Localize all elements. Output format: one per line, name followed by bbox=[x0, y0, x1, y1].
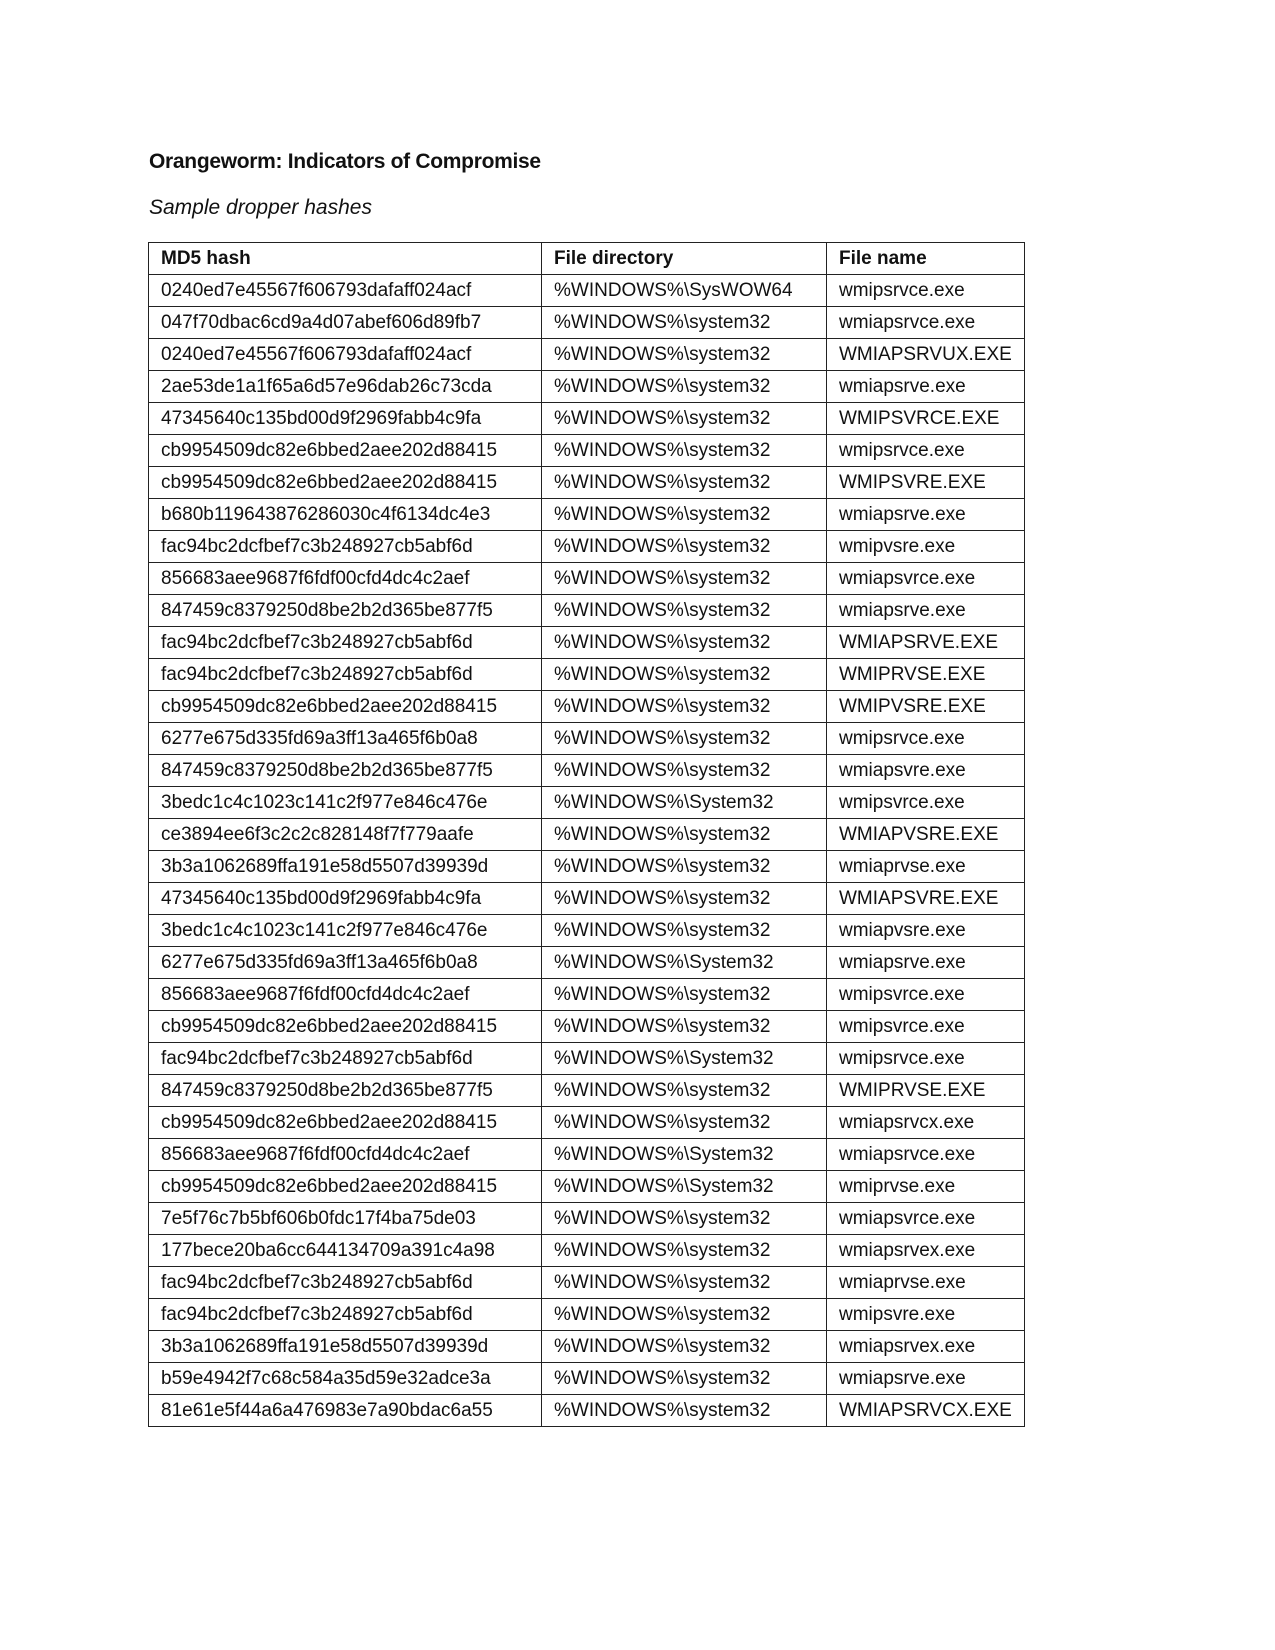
file-name-cell: wmiapsrve.exe bbox=[827, 1363, 1025, 1395]
table-row bbox=[149, 1011, 1025, 1043]
file-name-cell: wmipvsre.exe bbox=[827, 531, 1025, 563]
file-directory-cell: %WINDOWS%\system32 bbox=[542, 755, 827, 787]
md5-hash-cell: 847459c8379250d8be2b2d365be877f5 bbox=[149, 1075, 542, 1107]
table-row bbox=[149, 1043, 1025, 1075]
file-directory-cell: %WINDOWS%\system32 bbox=[542, 531, 827, 563]
table-row bbox=[149, 755, 1025, 787]
table-row bbox=[149, 883, 1025, 915]
file-name-cell: wmiapsvrce.exe bbox=[827, 563, 1025, 595]
file-name-cell: wmiapsrvce.exe bbox=[827, 307, 1025, 339]
md5-hash-cell: 3bedc1c4c1023c141c2f977e846c476e bbox=[149, 915, 542, 947]
table-row bbox=[149, 275, 1025, 307]
md5-hash-cell: fac94bc2dcfbef7c3b248927cb5abf6d bbox=[149, 1043, 542, 1075]
file-name-cell: wmipsvrce.exe bbox=[827, 1011, 1025, 1043]
table-row bbox=[149, 307, 1025, 339]
md5-hash-cell: cb9954509dc82e6bbed2aee202d88415 bbox=[149, 467, 542, 499]
file-name-cell: wmiapsrve.exe bbox=[827, 947, 1025, 979]
table-row bbox=[149, 403, 1025, 435]
file-name-cell: WMIPVSRE.EXE bbox=[827, 691, 1025, 723]
file-directory-cell: %WINDOWS%\system32 bbox=[542, 979, 827, 1011]
file-directory-cell: %WINDOWS%\SysWOW64 bbox=[542, 275, 827, 307]
table-row bbox=[149, 1395, 1025, 1427]
file-directory-cell: %WINDOWS%\system32 bbox=[542, 467, 827, 499]
file-directory-cell: %WINDOWS%\system32 bbox=[542, 403, 827, 435]
file-directory-cell: %WINDOWS%\System32 bbox=[542, 947, 827, 979]
file-directory-cell: %WINDOWS%\system32 bbox=[542, 851, 827, 883]
file-directory-cell: %WINDOWS%\system32 bbox=[542, 915, 827, 947]
file-name-cell: wmiapsvre.exe bbox=[827, 755, 1025, 787]
table-row bbox=[149, 371, 1025, 403]
md5-hash-cell: cb9954509dc82e6bbed2aee202d88415 bbox=[149, 1107, 542, 1139]
file-directory-cell: %WINDOWS%\System32 bbox=[542, 1171, 827, 1203]
file-name-cell: wmiprvse.exe bbox=[827, 1171, 1025, 1203]
file-directory-cell: %WINDOWS%\system32 bbox=[542, 723, 827, 755]
file-name-cell: wmiapsrvcx.exe bbox=[827, 1107, 1025, 1139]
md5-hash-cell: ce3894ee6f3c2c2c828148f7f779aafe bbox=[149, 819, 542, 851]
file-directory-cell: %WINDOWS%\system32 bbox=[542, 1363, 827, 1395]
file-name-cell: wmipsvre.exe bbox=[827, 1299, 1025, 1331]
file-name-cell: wmipsvrce.exe bbox=[827, 787, 1025, 819]
md5-hash-cell: 47345640c135bd00d9f2969fabb4c9fa bbox=[149, 403, 542, 435]
table-row bbox=[149, 1075, 1025, 1107]
file-directory-cell: %WINDOWS%\System32 bbox=[542, 1043, 827, 1075]
file-name-cell: WMIPRVSE.EXE bbox=[827, 1075, 1025, 1107]
file-name-cell: wmiaprvse.exe bbox=[827, 1267, 1025, 1299]
table-row bbox=[149, 1363, 1025, 1395]
md5-hash-cell: fac94bc2dcfbef7c3b248927cb5abf6d bbox=[149, 1267, 542, 1299]
file-directory-cell: %WINDOWS%\System32 bbox=[542, 787, 827, 819]
md5-hash-cell: 856683aee9687f6fdf00cfd4dc4c2aef bbox=[149, 979, 542, 1011]
file-directory-cell: %WINDOWS%\system32 bbox=[542, 563, 827, 595]
file-directory-cell: %WINDOWS%\system32 bbox=[542, 595, 827, 627]
table-row bbox=[149, 1267, 1025, 1299]
file-directory-cell: %WINDOWS%\system32 bbox=[542, 435, 827, 467]
file-directory-cell: %WINDOWS%\system32 bbox=[542, 819, 827, 851]
table-row bbox=[149, 1107, 1025, 1139]
table-header-row bbox=[149, 243, 1025, 275]
file-name-cell: wmiapsrve.exe bbox=[827, 499, 1025, 531]
md5-hash-cell: b680b119643876286030c4f6134dc4e3 bbox=[149, 499, 542, 531]
file-name-cell: WMIAPSRVCX.EXE bbox=[827, 1395, 1025, 1427]
document-subtitle: Sample dropper hashes bbox=[149, 196, 372, 219]
file-name-cell: wmipsrvce.exe bbox=[827, 1043, 1025, 1075]
table-row bbox=[149, 595, 1025, 627]
file-directory-cell: %WINDOWS%\system32 bbox=[542, 371, 827, 403]
md5-hash-cell: fac94bc2dcfbef7c3b248927cb5abf6d bbox=[149, 531, 542, 563]
md5-hash-cell: 047f70dbac6cd9a4d07abef606d89fb7 bbox=[149, 307, 542, 339]
file-name-cell: WMIAPVSRE.EXE bbox=[827, 819, 1025, 851]
table-row bbox=[149, 947, 1025, 979]
table-row bbox=[149, 339, 1025, 371]
file-directory-cell: %WINDOWS%\system32 bbox=[542, 1267, 827, 1299]
file-name-cell: wmiapsrvce.exe bbox=[827, 1139, 1025, 1171]
file-name-cell: wmiaprvse.exe bbox=[827, 851, 1025, 883]
table-row bbox=[149, 723, 1025, 755]
md5-hash-cell: fac94bc2dcfbef7c3b248927cb5abf6d bbox=[149, 659, 542, 691]
file-name-cell: WMIAPSRVE.EXE bbox=[827, 627, 1025, 659]
file-directory-cell: %WINDOWS%\system32 bbox=[542, 1331, 827, 1363]
column-header-file-name: File name bbox=[827, 243, 1025, 275]
md5-hash-cell: 856683aee9687f6fdf00cfd4dc4c2aef bbox=[149, 1139, 542, 1171]
file-name-cell: WMIPSVRE.EXE bbox=[827, 467, 1025, 499]
file-directory-cell: %WINDOWS%\system32 bbox=[542, 659, 827, 691]
table-row bbox=[149, 659, 1025, 691]
md5-hash-cell: 177bece20ba6cc644134709a391c4a98 bbox=[149, 1235, 542, 1267]
file-name-cell: wmipsvrce.exe bbox=[827, 979, 1025, 1011]
md5-hash-cell: 81e61e5f44a6a476983e7a90bdac6a55 bbox=[149, 1395, 542, 1427]
md5-hash-cell: cb9954509dc82e6bbed2aee202d88415 bbox=[149, 1171, 542, 1203]
table-body bbox=[149, 275, 1025, 1427]
md5-hash-cell: 0240ed7e45567f606793dafaff024acf bbox=[149, 339, 542, 371]
table-row bbox=[149, 915, 1025, 947]
file-directory-cell: %WINDOWS%\system32 bbox=[542, 1203, 827, 1235]
file-name-cell: WMIAPSVRE.EXE bbox=[827, 883, 1025, 915]
md5-hash-cell: cb9954509dc82e6bbed2aee202d88415 bbox=[149, 1011, 542, 1043]
md5-hash-cell: 2ae53de1a1f65a6d57e96dab26c73cda bbox=[149, 371, 542, 403]
md5-hash-cell: 47345640c135bd00d9f2969fabb4c9fa bbox=[149, 883, 542, 915]
file-directory-cell: %WINDOWS%\system32 bbox=[542, 339, 827, 371]
md5-hash-cell: 3b3a1062689ffa191e58d5507d39939d bbox=[149, 851, 542, 883]
file-directory-cell: %WINDOWS%\system32 bbox=[542, 1299, 827, 1331]
table-row bbox=[149, 1235, 1025, 1267]
table-row bbox=[149, 1331, 1025, 1363]
file-name-cell: wmiapsvrce.exe bbox=[827, 1203, 1025, 1235]
md5-hash-cell: fac94bc2dcfbef7c3b248927cb5abf6d bbox=[149, 627, 542, 659]
md5-hash-cell: 7e5f76c7b5bf606b0fdc17f4ba75de03 bbox=[149, 1203, 542, 1235]
table-row bbox=[149, 1203, 1025, 1235]
file-name-cell: wmipsrvce.exe bbox=[827, 435, 1025, 467]
file-directory-cell: %WINDOWS%\System32 bbox=[542, 1139, 827, 1171]
md5-hash-cell: 3b3a1062689ffa191e58d5507d39939d bbox=[149, 1331, 542, 1363]
table-row bbox=[149, 787, 1025, 819]
file-directory-cell: %WINDOWS%\system32 bbox=[542, 499, 827, 531]
table-row bbox=[149, 1139, 1025, 1171]
column-header-file-directory: File directory bbox=[542, 243, 827, 275]
table-row bbox=[149, 1171, 1025, 1203]
file-name-cell: wmipsrvce.exe bbox=[827, 275, 1025, 307]
md5-hash-cell: 847459c8379250d8be2b2d365be877f5 bbox=[149, 755, 542, 787]
md5-hash-cell: 856683aee9687f6fdf00cfd4dc4c2aef bbox=[149, 563, 542, 595]
file-name-cell: wmiapsrvex.exe bbox=[827, 1235, 1025, 1267]
table-row bbox=[149, 1299, 1025, 1331]
md5-hash-cell: b59e4942f7c68c584a35d59e32adce3a bbox=[149, 1363, 542, 1395]
file-name-cell: WMIPRVSE.EXE bbox=[827, 659, 1025, 691]
file-name-cell: WMIPSVRCE.EXE bbox=[827, 403, 1025, 435]
file-directory-cell: %WINDOWS%\system32 bbox=[542, 1107, 827, 1139]
md5-hash-cell: 0240ed7e45567f606793dafaff024acf bbox=[149, 275, 542, 307]
table-row bbox=[149, 563, 1025, 595]
file-name-cell: WMIAPSRVUX.EXE bbox=[827, 339, 1025, 371]
file-name-cell: wmipsrvce.exe bbox=[827, 723, 1025, 755]
document-title: Orangeworm: Indicators of Compromise bbox=[149, 150, 541, 173]
md5-hash-cell: 6277e675d335fd69a3ff13a465f6b0a8 bbox=[149, 947, 542, 979]
file-directory-cell: %WINDOWS%\system32 bbox=[542, 883, 827, 915]
column-header-md5-hash: MD5 hash bbox=[149, 243, 542, 275]
file-name-cell: wmiapsrve.exe bbox=[827, 595, 1025, 627]
file-directory-cell: %WINDOWS%\system32 bbox=[542, 307, 827, 339]
table-row bbox=[149, 435, 1025, 467]
file-directory-cell: %WINDOWS%\system32 bbox=[542, 1011, 827, 1043]
table-row bbox=[149, 819, 1025, 851]
table-row bbox=[149, 499, 1025, 531]
table-row bbox=[149, 627, 1025, 659]
md5-hash-cell: cb9954509dc82e6bbed2aee202d88415 bbox=[149, 435, 542, 467]
md5-hash-cell: 847459c8379250d8be2b2d365be877f5 bbox=[149, 595, 542, 627]
md5-hash-cell: cb9954509dc82e6bbed2aee202d88415 bbox=[149, 691, 542, 723]
md5-hash-cell: 6277e675d335fd69a3ff13a465f6b0a8 bbox=[149, 723, 542, 755]
file-name-cell: wmiapsrvex.exe bbox=[827, 1331, 1025, 1363]
table-row bbox=[149, 467, 1025, 499]
file-directory-cell: %WINDOWS%\system32 bbox=[542, 1395, 827, 1427]
hash-table bbox=[148, 242, 1025, 1427]
md5-hash-cell: fac94bc2dcfbef7c3b248927cb5abf6d bbox=[149, 1299, 542, 1331]
file-directory-cell: %WINDOWS%\system32 bbox=[542, 1235, 827, 1267]
table-row bbox=[149, 531, 1025, 563]
file-directory-cell: %WINDOWS%\system32 bbox=[542, 691, 827, 723]
file-directory-cell: %WINDOWS%\system32 bbox=[542, 1075, 827, 1107]
md5-hash-cell: 3bedc1c4c1023c141c2f977e846c476e bbox=[149, 787, 542, 819]
file-name-cell: wmiapvsre.exe bbox=[827, 915, 1025, 947]
file-name-cell: wmiapsrve.exe bbox=[827, 371, 1025, 403]
table-row bbox=[149, 979, 1025, 1011]
file-directory-cell: %WINDOWS%\system32 bbox=[542, 627, 827, 659]
table-row bbox=[149, 691, 1025, 723]
table-row bbox=[149, 851, 1025, 883]
